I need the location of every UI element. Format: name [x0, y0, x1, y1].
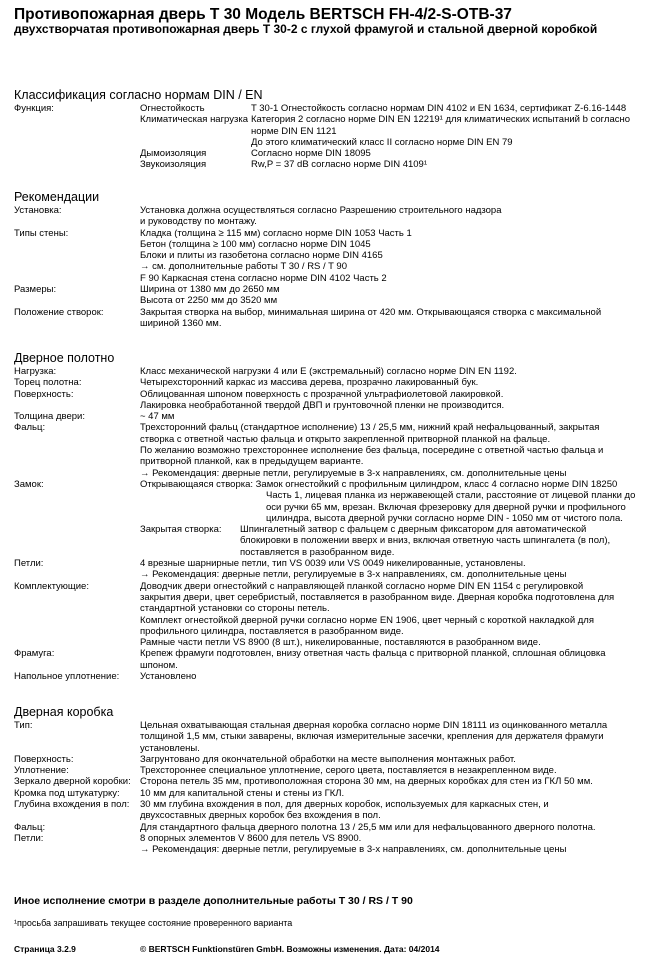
- text-line: Класс механической нагрузки 4 или E (экстремальный) согласно норме DIN EN 1192.: [140, 366, 517, 377]
- spec-row: [14, 799, 639, 822]
- spec-row: [14, 788, 639, 799]
- door-leaf-section: [14, 351, 639, 682]
- text-line: оси ручки 65 мм, врезан. Включая фрезеровку для дверной ручки и профильного: [266, 501, 626, 513]
- spec-row: [14, 205, 639, 228]
- text-line: Четырехсторонний каркас из массива дерева, прозрачно лакированный бук.: [140, 377, 479, 389]
- lock-value: [140, 479, 639, 558]
- classification-item-name: Климатическая нагрузка: [140, 114, 248, 126]
- text-line: Установлено: [140, 671, 197, 683]
- text-line: 4 врезные шарнирные петли, тип VS 0039 или VS 0049 никелированные, установлены.: [140, 558, 526, 570]
- text-line: стандартной установки со стороны петель.: [140, 603, 330, 615]
- text-line: Блоки и плиты из газобетона согласно норме DIN 4165: [140, 250, 383, 262]
- spec-label: Фрамуга:: [14, 648, 55, 660]
- classification-item-value: [251, 114, 639, 148]
- text-line: Облицованная шпоном поверхность с прозрачной ультрафиолетовой лакировкой.: [140, 388, 504, 400]
- spec-value: [140, 228, 639, 284]
- spec-row: [14, 581, 639, 649]
- lock-open-label: Открывающаяся створка:: [140, 478, 254, 490]
- spec-value: [140, 307, 639, 330]
- spec-value: [140, 776, 639, 787]
- text-line: Доводчик двери огнестойкий с направляющей планкой согласно норме DIN EN 1154 с регулировкой: [140, 580, 584, 592]
- text-line: Цельная охватывающая стальная дверная коробка согласно норме DIN 18111 из оцинкованного металла: [140, 720, 608, 731]
- text-line: До этого климатический класс II согласно норме DIN EN 79: [251, 136, 513, 148]
- classification-row: [14, 103, 639, 171]
- classification-item-name: Звукоизоляция: [140, 159, 207, 171]
- classification-item-name: Огнестойкость: [140, 103, 205, 114]
- text-line: блокировки в положении вверх и вниз, включая ответную часть шпингалета (в пол),: [240, 535, 611, 547]
- spec-value: [140, 284, 639, 307]
- text-line: 10 мм для капитальной стены и стены из ГКЛ.: [140, 787, 345, 799]
- text-line: двухсоставных дверных коробок без вхождения в пол.: [140, 810, 381, 822]
- spec-row: [14, 648, 639, 671]
- spec-row: [14, 833, 639, 856]
- text-line: цилиндра, высота дверной ручки согласно норме DIN - 1050 мм от чистого пола.: [266, 512, 623, 524]
- text-line: Комплект огнестойкой дверной ручки согласно норме EN 1906, цвет черный с короткой накладкой для: [140, 614, 594, 626]
- text-line: Категория 2 согласно норме DIN EN 12219¹ для климатических испытаний b согласно норме DIN EN 1121: [251, 114, 631, 137]
- text-line: Ширина от 1380 мм до 2650 мм: [140, 284, 280, 296]
- spec-label: Толщина двери:: [14, 411, 85, 423]
- spec-row: [14, 307, 639, 330]
- text-line: Rw,P = 37 dB согласно норме DIN 4109¹: [251, 159, 428, 171]
- recommendations-section: [14, 190, 639, 329]
- text-line: Кладка (толщина ≥ 115 мм) согласно норме DIN 1053 Часть 1: [140, 227, 412, 239]
- spec-value: [140, 799, 639, 822]
- text-line: ~ 47 мм: [140, 411, 175, 423]
- spec-row: [14, 411, 639, 422]
- spec-value: [140, 411, 639, 422]
- spec-value: [140, 422, 639, 478]
- classification-item-name: Дымоизоляция: [140, 148, 207, 160]
- footnote: ¹просьба запрашивать текущее состояние проверенного варианта: [14, 918, 293, 928]
- spec-row: [14, 754, 639, 765]
- lock-open-lines: [140, 490, 639, 524]
- classification-section: [14, 88, 639, 171]
- text-line: Трехстороннее специальное уплотнение, серого цвета, поставляется в незакрепленном виде.: [140, 765, 557, 777]
- spec-value: [140, 754, 639, 765]
- text-line: Загрунтовано для окончательной обработки на месте выполнения монтажных работ.: [140, 753, 516, 765]
- text-line: → Рекомендация: дверные петли, регулируемые в 3-х направлениях, см. дополнительные цены: [140, 467, 567, 479]
- spec-label: Размеры:: [14, 284, 57, 296]
- text-line: Сторона петель 35 мм, противоположная сторона 30 мм, на дверных коробках для стен из ГКЛ 50 мм.: [140, 776, 593, 788]
- text-line: → Рекомендация: дверные петли, регулируемые в 3-х направлениях, см. дополнительные цены: [140, 844, 567, 856]
- text-line: установлены.: [140, 742, 200, 754]
- spec-label: Установка:: [14, 205, 62, 216]
- spec-value: [140, 581, 639, 649]
- text-line: Бетон (толщина ≥ 100 мм) согласно норме DIN 1045: [140, 238, 371, 250]
- spec-value: [140, 366, 639, 377]
- classification-item: [140, 114, 639, 148]
- spec-row: [14, 366, 639, 377]
- text-line: толщиной 1,5 мм, стыки заварены, включая измерительные засечки, крепления для держателя фрамуги: [140, 731, 604, 743]
- text-line: Шпингалетный затвор с фальцем с дверным фиксатором для автоматической: [240, 524, 587, 536]
- spec-label: Зеркало дверной коробки:: [14, 776, 131, 788]
- spec-row: [14, 822, 639, 833]
- text-line: Лакировка необработанной твердой ДВП и грунтовочной пленки не производится.: [140, 399, 505, 411]
- lock-closed-label: Закрытая створка:: [140, 524, 222, 536]
- spec-row: [14, 720, 639, 754]
- classification-label: Функция:: [14, 103, 54, 114]
- text-line: 30 мм глубина вхождения в пол, для дверных коробок, используемых для каркасных стен, и: [140, 799, 549, 811]
- document-subtitle: двухстворчатая противопожарная дверь T 30-2 с глухой фрамугой и стальной дверной коробкой: [14, 22, 598, 36]
- other-version-note: Иное исполнение смотри в разделе дополнительные работы T 30 / RS / T 90: [14, 895, 413, 907]
- spec-value: [140, 788, 639, 799]
- text-line: → см. дополнительные работы T 30 / RS / T 90: [140, 261, 347, 273]
- spec-row: [14, 558, 639, 581]
- recommendations-heading: Рекомендации: [14, 190, 100, 204]
- text-line: 8 опорных элементов V 8600 для петель VS 8900.: [140, 832, 362, 844]
- classification-item-value: [251, 159, 639, 170]
- lock-label: Замок:: [14, 478, 44, 490]
- text-line: створка с ответной частью фальца и открыто закрепленной притворной планкой на фальце.: [140, 433, 551, 445]
- spec-label: Типы стены:: [14, 227, 69, 239]
- spec-row: [14, 776, 639, 787]
- text-line: Рамные части петли VS 8900 (8 шт.), никелированные, поставляются в разобранном виде.: [140, 637, 541, 649]
- spec-label: Комплектующие:: [14, 580, 89, 592]
- text-line: Согласно норме DIN 18095: [251, 148, 371, 160]
- spec-value: [140, 720, 639, 754]
- page-number: Страница 3.2.9: [14, 944, 76, 954]
- spec-label: Торец полотна:: [14, 377, 82, 389]
- spec-label: Петли:: [14, 832, 44, 844]
- spec-label: Глубина вхождения в пол:: [14, 799, 130, 811]
- text-line: По желанию возможно трехстороннее исполнение без фальца, посередине с ответной частью фальца и: [140, 445, 604, 457]
- recommendations-rows: [14, 205, 639, 329]
- door-leaf-heading: Дверное полотно: [14, 351, 115, 365]
- text-line: Крепеж фрамуги подготовлен, внизу ответная часть фальца с притворной планкой, сплошная облицовка: [140, 648, 606, 660]
- spec-label: Кромка под штукатурку:: [14, 787, 120, 799]
- text-line: Установка должна осуществляться согласно Разрешению строительного надзора: [140, 205, 502, 216]
- spec-label: Тип:: [14, 720, 33, 731]
- text-line: T 30-1 Огнестойкость согласно нормам DIN 4102 и EN 1634, сертификат Z-6.16-1448: [251, 103, 627, 114]
- door-leaf-rows: [14, 366, 639, 479]
- classification-item-value: [251, 103, 639, 114]
- spec-row: [14, 389, 639, 412]
- classification-item: [140, 148, 639, 159]
- lock-block: [14, 479, 639, 558]
- door-leaf-rows-b: [14, 558, 639, 682]
- frame-rows: [14, 720, 639, 856]
- document-title: Противопожарная дверь T 30 Модель BERTSCH FH-4/2-S-OTB-37: [14, 6, 512, 23]
- spec-row: [14, 284, 639, 307]
- lock-open-first-line: [140, 479, 639, 490]
- frame-section: [14, 705, 639, 856]
- spec-value: [140, 389, 639, 412]
- text-line: Для стандартного фальца дверного полотна 13 / 25,5 мм или для нефальцованного дверного полотна.: [140, 821, 596, 833]
- text-line: → Рекомендация: дверные петли, регулируемые в 3-х направлениях, см. дополнительные цены: [140, 569, 567, 581]
- text-line: и руководству по монтажу.: [140, 216, 257, 228]
- classification-item-value: [251, 148, 639, 159]
- classification-items: [140, 103, 639, 171]
- classification-item: [140, 159, 639, 170]
- text-line: Закрытая створка на выбор, минимальная ширина от 420 мм. Открывающаяся створка с максимальной: [140, 306, 602, 318]
- lock-open-first: Замок огнестойкий с профильным цилиндром, класс 4 согласно норме DIN 18250: [255, 478, 618, 490]
- spec-label: Поверхность:: [14, 753, 74, 765]
- lock-row: [14, 479, 639, 558]
- spec-value: [140, 648, 639, 671]
- spec-label: Напольное уплотнение:: [14, 671, 120, 683]
- spec-value: [140, 833, 639, 856]
- copyright-note: © BERTSCH Funktionstüren GmbH. Возможны изменения. Дата: 04/2014: [140, 944, 440, 954]
- spec-row: [14, 228, 639, 284]
- text-line: шириной 1360 мм.: [140, 317, 222, 329]
- spec-row: [14, 377, 639, 388]
- spec-label: Поверхность:: [14, 388, 74, 400]
- spec-value: [140, 765, 639, 776]
- spec-label: Петли:: [14, 558, 44, 570]
- text-line: притворной планкой, как в предыдущем варианте.: [140, 456, 364, 468]
- spec-row: [14, 765, 639, 776]
- text-line: Высота от 2250 мм до 3520 мм: [140, 295, 278, 307]
- text-line: F 90 Каркасная стена согласно норме DIN 4102 Часть 2: [140, 272, 387, 284]
- classification-heading: Классификация согласно нормам DIN / EN: [14, 88, 263, 102]
- lock-closed: [140, 524, 639, 558]
- spec-value: [140, 558, 639, 581]
- spec-row: [14, 422, 639, 478]
- text-line: шпоном.: [140, 659, 178, 671]
- frame-heading: Дверная коробка: [14, 705, 114, 719]
- spec-row: [14, 671, 639, 682]
- spec-value: [140, 377, 639, 388]
- spec-value: [140, 822, 639, 833]
- spec-label: Фальц:: [14, 422, 46, 434]
- text-line: закрытия двери, цвет серебристый, поставляется в разобранном виде. Дверная коробка подготовлена для: [140, 591, 615, 603]
- text-line: поставляется в разобранном виде.: [240, 546, 395, 558]
- spec-value: [140, 671, 639, 682]
- spec-label: Фальц:: [14, 821, 46, 833]
- lock-closed-lines: [240, 524, 639, 558]
- spec-label: Положение створок:: [14, 306, 104, 318]
- spec-value: [140, 205, 639, 228]
- spec-label: Нагрузка:: [14, 366, 57, 377]
- classification-item: [140, 103, 639, 114]
- spec-label: Уплотнение:: [14, 765, 69, 777]
- text-line: Трехсторонний фальц (стандартное исполнение) 13 / 25,5 мм, нижний край нефальцованный, закрытая: [140, 422, 600, 434]
- text-line: Часть 1, лицевая планка из нержавеющей стали, расстояние от лицевой планки до: [266, 490, 636, 502]
- text-line: профильного цилиндра, поставляется в разобранном виде.: [140, 625, 404, 637]
